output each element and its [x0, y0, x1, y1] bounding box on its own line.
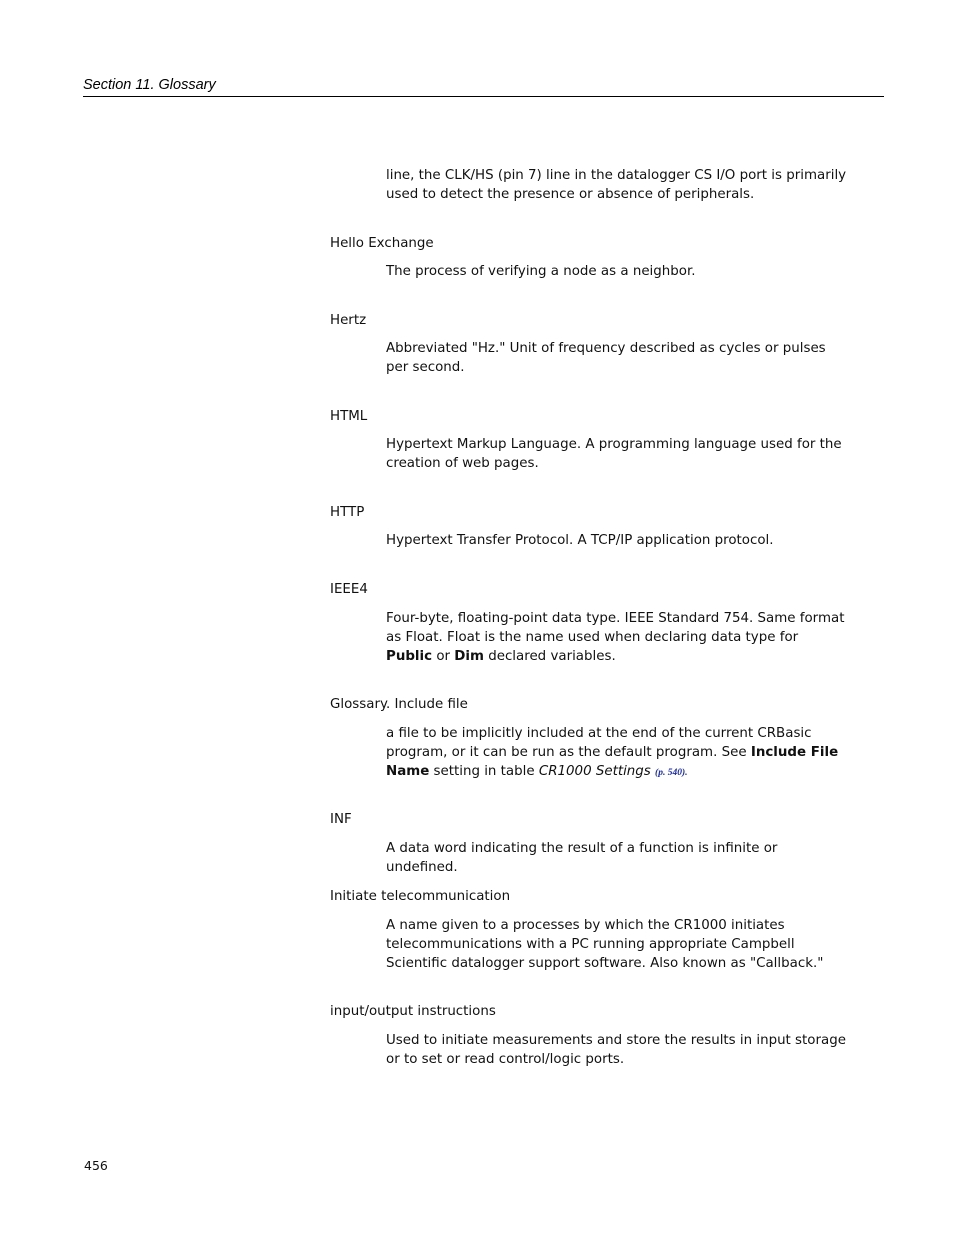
term-hertz: Hertz: [330, 313, 367, 328]
term-hello-exchange: Hello Exchange: [330, 236, 434, 251]
term-include-file: Glossary. Include file: [330, 697, 468, 712]
definition-http: Hypertext Transfer Protocol. A TCP/IP application protocol.: [386, 533, 774, 548]
term-http: HTTP: [330, 505, 365, 520]
definition-input-output-instructions: Used to initiate measurements and store the results in input storage or to set or read control/logic ports.: [386, 1033, 846, 1067]
definition-include-file-text-2: setting in table: [429, 764, 539, 779]
definition-ieee4: [386, 609, 848, 666]
section-title: Section 11. Glossary: [83, 77, 216, 93]
keyword-dim: Dim: [454, 649, 484, 664]
running-header: [83, 76, 884, 97]
table-cr1000-settings: CR1000 Settings: [538, 764, 651, 779]
term-inf: INF: [330, 812, 352, 827]
definition-include-file-text-1: a file to be implicitly included at the end of the current CRBasic program, or it can be run as the default program. See: [386, 726, 812, 760]
term-ieee4: IEEE4: [330, 582, 368, 597]
setting-include-file-name: Include File Name: [386, 745, 839, 779]
term-input-output-instructions: input/output instructions: [330, 1004, 496, 1019]
definition-ieee4-text-2: or: [432, 649, 455, 664]
definition-ieee4-text-3: declared variables.: [483, 649, 616, 664]
definition-initiate-telecommunication: A name given to a processes by which the CR1000 initiates telecommunications with a PC running appropriate Campbell Scientific datalogger support software. Also known as "Callback.": [386, 918, 824, 971]
term-html: HTML: [330, 409, 368, 424]
continued-definition: line, the CLK/HS (pin 7) line in the datalogger CS I/O port is primarily used to detect the presence or absence of peripherals.: [386, 168, 847, 202]
definition-hello-exchange: The process of verifying a node as a neighbor.: [386, 264, 696, 279]
page-cross-reference-link[interactable]: (p. 540).: [655, 768, 688, 778]
term-initiate-telecommunication: Initiate telecommunication: [330, 889, 511, 904]
definition-inf: A data word indicating the result of a function is infinite or undefined.: [386, 841, 778, 875]
definition-hertz: Abbreviated "Hz." Unit of frequency described as cycles or pulses per second.: [386, 341, 826, 375]
page-number: 456: [84, 1158, 108, 1173]
keyword-public: Public: [386, 649, 433, 664]
definition-ieee4-text-1: Four-byte, floating-point data type. IEEE Standard 754. Same format as Float. Float is the name used when declaring data type for: [386, 611, 845, 645]
definition-html: Hypertext Markup Language. A programming language used for the creation of web pages.: [386, 437, 842, 471]
definition-include-file: [386, 724, 848, 783]
